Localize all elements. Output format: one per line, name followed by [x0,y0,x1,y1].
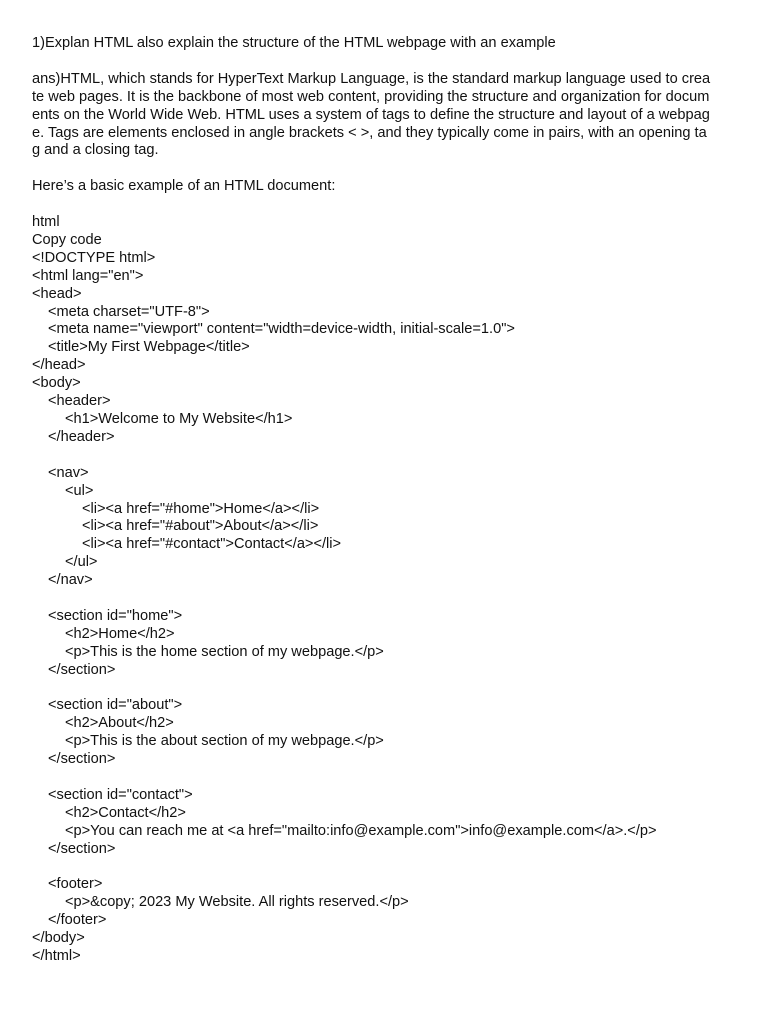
code-line: <h2>Contact</h2> [65,804,186,821]
code-line: </header> [48,428,115,445]
code-line: <h2>About</h2> [65,715,174,732]
code-line: <section id="about"> [48,697,183,714]
code-line: <p>You can reach me at <a href="mailto:info@example.com">info@example.com</a>.</p> [65,822,657,839]
code-line: <li><a href="#contact">Contact</a></li> [82,536,342,553]
code-line: <title>My First Webpage</title> [48,339,250,356]
code-line: <p>This is the home section of my webpage.</p> [65,643,384,660]
code-line: <header> [48,393,111,410]
code-line: <ul> [65,482,94,499]
code-line: </section> [48,840,116,857]
code-line: <h2>Home</h2> [65,625,175,642]
code-line: <p>This is the about section of my webpage.</p> [65,733,384,750]
code-line: <head> [32,285,82,302]
code-blank-line [32,590,737,608]
code-line: <meta charset="UTF-8"> [48,303,210,320]
spacer [32,196,737,214]
answer-line: g and a closing tag. [32,142,159,159]
code-line: <footer> [48,876,103,893]
code-line: <section id="home"> [48,607,183,624]
code-line: <nav> [48,464,89,481]
answer-line: ents on the World Wide Web. HTML uses a system of tags to define the structure and layout of a webpag [32,106,710,123]
document-page [32,35,737,966]
code-line: </html> [32,948,81,965]
code-language-label: html [32,214,60,231]
code-blank-line [32,769,737,787]
spacer [32,53,737,71]
answer-line: te web pages. It is the backbone of most web content, providing the structure and organization for docum [32,88,710,105]
code-block [32,250,737,966]
code-line: <!DOCTYPE html> [32,249,156,266]
code-line: <meta name="viewport" content="width=device-width, initial-scale=1.0"> [48,321,515,338]
code-line: <p>&copy; 2023 My Website. All rights reserved.</p> [65,894,409,911]
code-blank-line [32,447,737,465]
code-line: <body> [32,375,81,392]
answer-line: ans)HTML, which stands for HyperText Markup Language, is the standard markup language used to crea [32,70,711,87]
code-line: </section> [48,661,116,678]
answer-line: e. Tags are elements enclosed in angle brackets < >, and they typically come in pairs, with an opening ta [32,124,707,141]
code-line: </nav> [48,572,93,589]
copy-code-label: Copy code [32,231,102,248]
code-line: <li><a href="#home">Home</a></li> [82,500,320,517]
code-line: </footer> [48,912,107,929]
code-line: </ul> [65,554,98,571]
code-line: <li><a href="#about">About</a></li> [82,518,319,535]
spacer [32,160,737,178]
code-blank-line [32,680,737,698]
code-line: </head> [32,357,86,374]
code-line: </section> [48,751,116,768]
example-intro: Here’s a basic example of an HTML document: [32,178,336,195]
code-blank-line [32,859,737,877]
code-line: <html lang="en"> [32,267,144,284]
code-line: <section id="contact"> [48,786,193,803]
answer-paragraph [32,71,737,161]
question-text: 1)Explan HTML also explain the structure of the HTML webpage with an example [32,35,556,51]
code-line: <h1>Welcome to My Website</h1> [65,410,293,427]
code-line: </body> [32,930,85,947]
